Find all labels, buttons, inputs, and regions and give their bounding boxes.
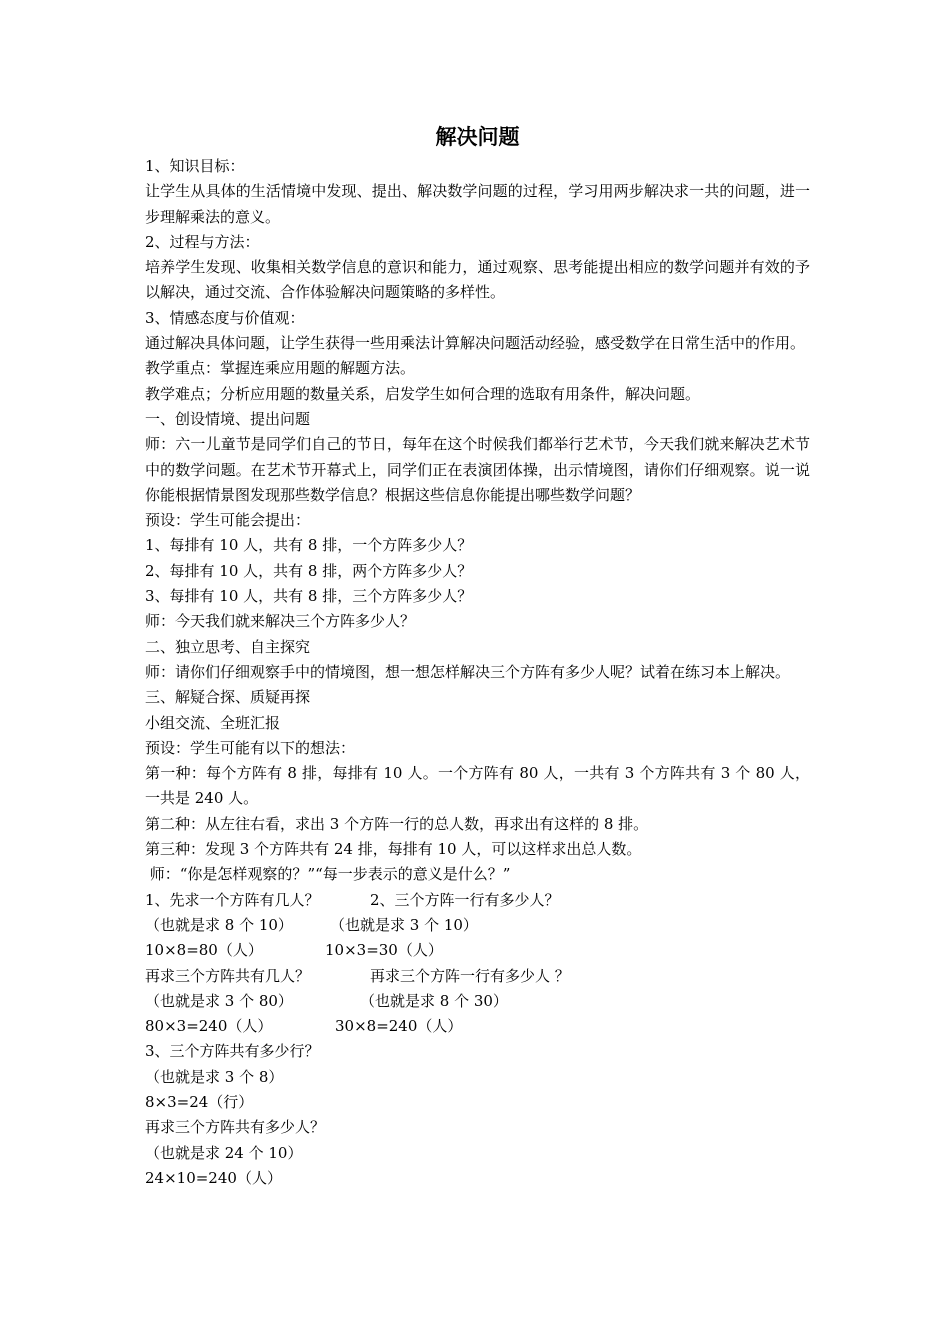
column-right: （也就是求 3 个 10） [330,915,478,934]
column-right: 30×8=240（人） [335,1017,463,1036]
text-line: 教学重点：掌握连乘应用题的解题方法。 [145,359,416,378]
text-line: 预设：学生可能会提出： [145,511,311,530]
text-line: 小组交流、全班汇报 [145,713,281,732]
text-paragraph: 培养学生发现、收集相关数学信息的意识和能力，通过观察、思考能提出相应的数学问题并有效的予以解决，通过交流、合作体验解决问题策略的多样性。 [145,258,810,302]
two-column-row [145,989,810,1014]
text-line: 预设：学生可能有以下的想法： [145,738,356,757]
column-right: 2、三个方阵一行有多少人？ [370,890,560,909]
text-line: 1、知识目标： [145,157,245,175]
text-paragraph: 通过解决具体问题，让学生获得一些用乘法计算解决问题活动经验，感受数学在日常生活中的作用。 [145,334,806,353]
section-heading: 三、解疑合探、质疑再探 [145,688,311,707]
text-line: 8×3=24（行） [145,1092,254,1111]
column-left: 10×8=80（人） [145,941,263,960]
text-paragraph: 让学生从具体的生活情境中发现、提出、解决数学问题的过程，学习用两步解决求一共的问题，进一步理解乘法的意义。 [145,182,810,226]
text-paragraph: 师：请你们仔细观察手中的情境图，想一想怎样解决三个方阵有多少人呢？试着在练习本上解决。 [145,662,791,681]
text-line: 2、每排有 10 人，共有 8 排，两个方阵多少人？ [145,561,473,580]
text-line: 1、每排有 10 人，共有 8 排，一个方阵多少人？ [145,536,473,555]
text-line: 3、情感态度与价值观： [145,308,305,327]
section-heading: 二、独立思考、自主探究 [145,637,311,656]
text-line: 师：今天我们就来解决三个方阵多少人？ [145,612,416,631]
column-right: 再求三个方阵一行有多少人 ？ [370,966,570,985]
two-column-row [145,1014,810,1039]
text-line: 24×10=240（人） [145,1168,282,1187]
text-paragraph: 师：六一儿童节是同学们自己的节日，每年在这个时候我们都举行艺术节，今天我们就来解决艺术节中的数学问题。在艺术节开幕式上，同学们正在表演团体操，出示情境图，请你们仔细观察。说一说你能根据情景图发现那些数学信息？根据这些信息你能提出哪些数学问题？ [145,435,810,504]
column-left: 1、先求一个方阵有几人？ [145,890,320,909]
column-right: （也就是求 8 个 30） [360,991,508,1010]
text-paragraph: 第一种：每个方阵有 8 排，每排有 10 人。一个方阵有 80 人，一共有 3 个方阵共有 3 个 80 人，一共是 240 人。 [145,764,810,808]
column-left: 再求三个方阵共有几人？ [145,966,311,985]
text-line: 师：“你是怎样观察的？”“每一步表示的意义是什么？” [145,865,511,884]
two-column-row [145,964,810,989]
two-column-row [145,913,810,938]
column-left: （也就是求 3 个 80） [145,991,293,1010]
column-left: （也就是求 8 个 10） [145,915,293,934]
document-page [145,120,810,1191]
section-heading: 一、创设情境、提出问题 [145,409,311,428]
text-line: 第三种：发现 3 个方阵共有 24 排，每排有 10 人，可以这样求出总人数。 [145,840,642,859]
two-column-row [145,888,810,913]
two-column-row [145,938,810,963]
text-line: （也就是求 3 个 8） [145,1067,284,1086]
text-line: 教学难点；分析应用题的数量关系，启发学生如何合理的选取有用条件，解决问题。 [145,384,701,403]
text-line: 再求三个方阵共有多少人？ [145,1118,326,1137]
text-line: 3、每排有 10 人，共有 8 排，三个方阵多少人？ [145,587,473,606]
document-title: 解决问题 [435,124,520,149]
text-line: 3、三个方阵共有多少行？ [145,1042,320,1061]
text-line: 第二种：从左往右看，求出 3 个方阵一行的总人数，再求出有这样的 8 排。 [145,814,649,833]
text-line: 2、过程与方法： [145,232,260,251]
column-left: 80×3=240（人） [145,1017,273,1036]
text-line: （也就是求 24 个 10） [145,1143,303,1162]
column-right: 10×3=30（人） [325,941,443,960]
